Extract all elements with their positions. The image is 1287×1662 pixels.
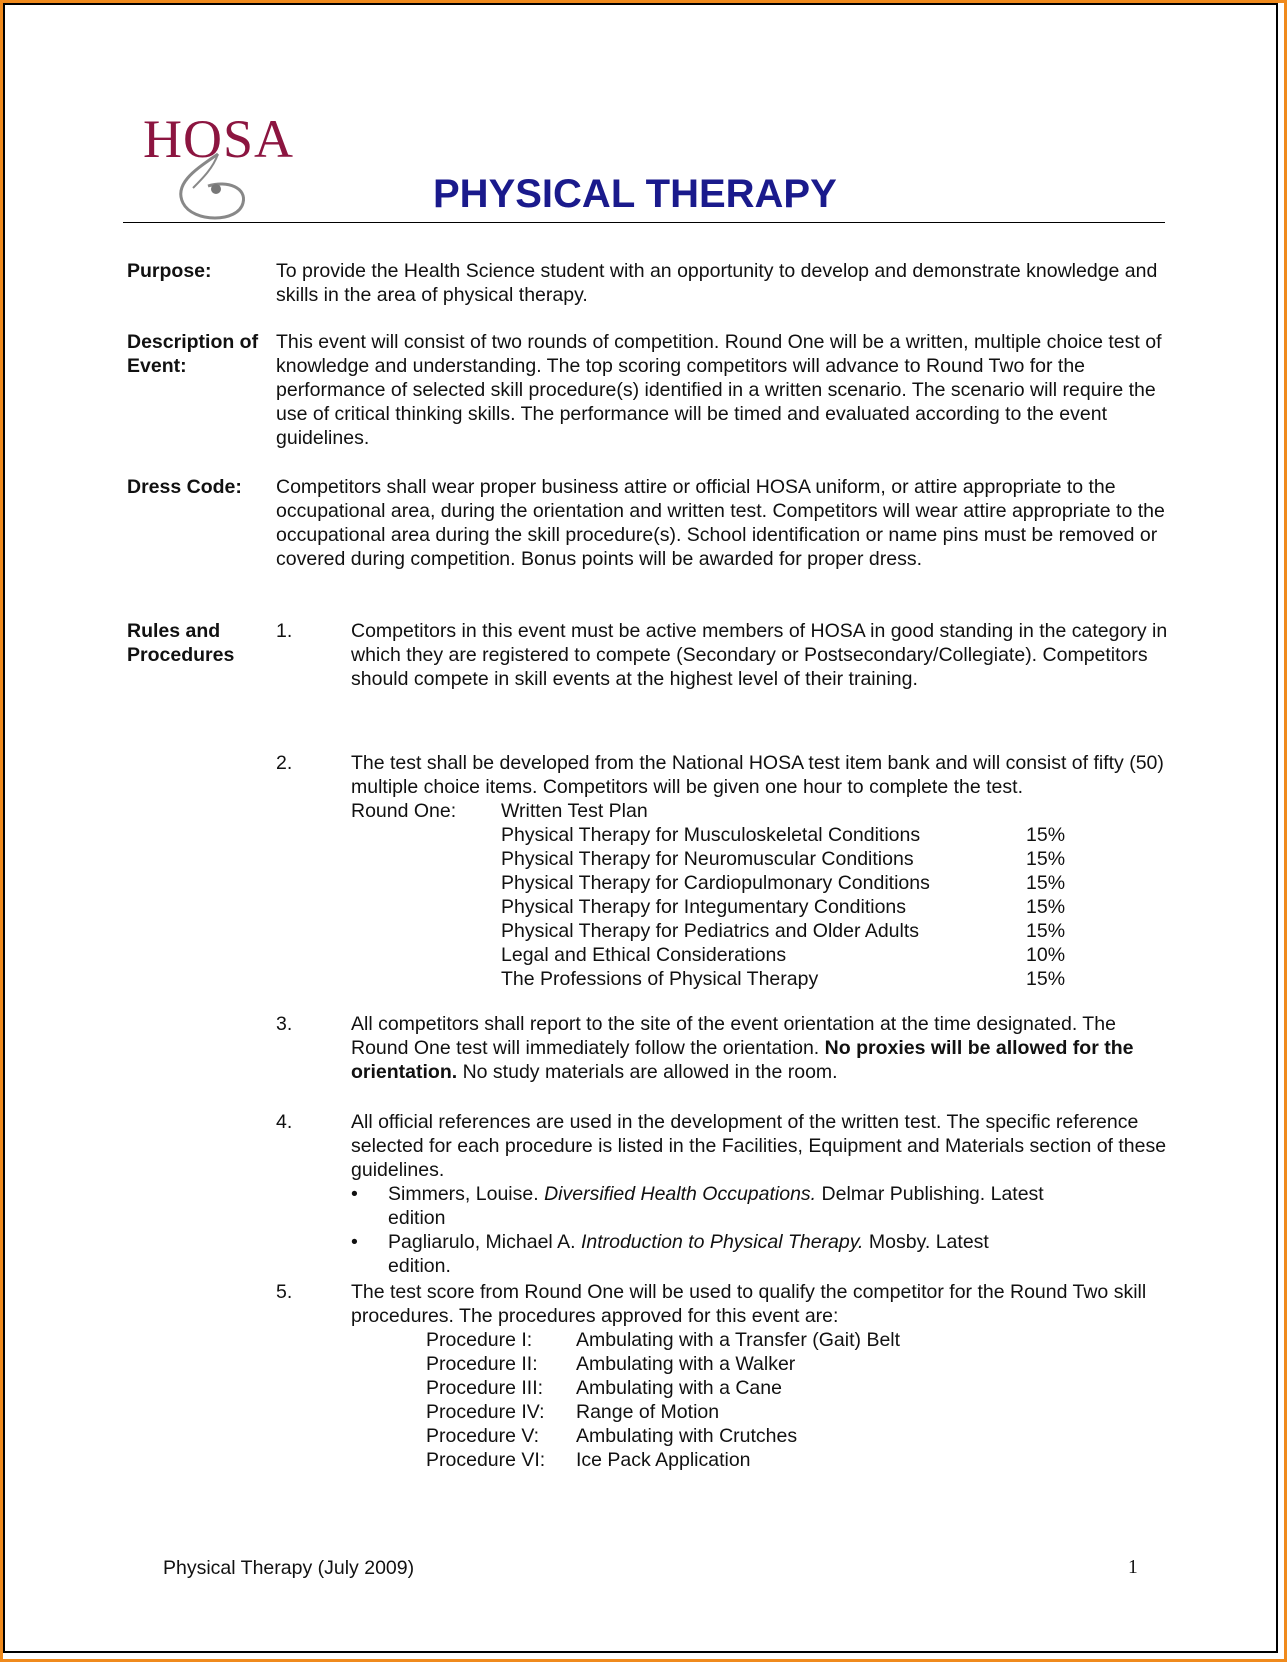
procedure-row (351, 1448, 1171, 1472)
procedure-name: Ice Pack Application (576, 1449, 751, 1471)
topic-percent: 15% (1026, 824, 1066, 846)
dress-code-label: Dress Code: (127, 476, 242, 498)
item-number: 3. (276, 1013, 293, 1035)
topic-percent: 15% (1026, 968, 1066, 990)
rule-item-3-text: All competitors shall report to the site of the event orientation at the time designated. The Round One test will immediately follow the orientation. (351, 1013, 1116, 1059)
hosa-logo (143, 108, 313, 223)
ref-title: Diversified Health Occupations. (544, 1183, 817, 1205)
rule-item-1: Competitors in this event must be active members of HOSA in good standing in the category in which they are registered to compete (Secondary or Postsecondary/Collegiate). Competitors should compete in skill events at the highest level of their training. (351, 620, 1168, 690)
procedure-label: Procedure II: (426, 1353, 538, 1375)
rule-item-2-text: The test shall be developed from the National HOSA test item bank and will consist of fifty (50) multiple choice items. Competitors will be given one hour to complete the test. (351, 752, 1164, 798)
reference-item (351, 1182, 1048, 1230)
purpose-label: Purpose: (127, 260, 212, 282)
procedure-label: Procedure VI: (426, 1449, 546, 1471)
rule-item-3-bold: No proxies will be allowed for the orientation. (351, 1037, 1134, 1083)
logo-text: HOSA (143, 109, 295, 169)
procedure-label: Procedure IV: (426, 1401, 545, 1423)
topic-name: Legal and Ethical Considerations (501, 944, 787, 966)
description-label: Description of Event: (127, 331, 259, 377)
procedure-name: Ambulating with a Walker (576, 1353, 796, 1375)
round-label: Round One: (351, 800, 457, 822)
procedure-name: Ambulating with a Cane (576, 1377, 782, 1399)
topic-name: Physical Therapy for Pediatrics and Older Adults (501, 920, 920, 942)
description-text: This event will consist of two rounds of competition. Round One will be a written, multiple choice test of knowledge and understanding. The top scoring competitors will advance to Round Two for the performance of selected skill procedure(s) identified in a written scenario. The scenario will require the use of critical thinking skills. The performance will be timed and evaluated according to the event guidelines. (276, 331, 1162, 449)
procedure-row (351, 1424, 1171, 1448)
ref-author: Pagliarulo, Michael A. (388, 1231, 581, 1253)
topic-percent: 15% (1026, 848, 1066, 870)
rule-item-5-text: The test score from Round One will be used to qualify the competitor for the Round Two skill procedures. The procedures approved for this event are: (351, 1281, 1147, 1327)
procedure-name: Ambulating with a Transfer (Gait) Belt (576, 1329, 901, 1351)
procedure-label: Procedure V: (426, 1425, 540, 1447)
topic-percent: 15% (1026, 920, 1066, 942)
test-plan-title: Written Test Plan (501, 800, 648, 822)
procedure-row (351, 1328, 1171, 1352)
bullet-icon: • (351, 1183, 358, 1205)
test-plan-row (351, 895, 1171, 919)
procedure-name: Ambulating with Crutches (576, 1425, 798, 1447)
page-title: PHYSICAL THERAPY (433, 172, 837, 216)
item-number: 1. (276, 620, 293, 642)
header-rule (123, 222, 1165, 223)
topic-name: The Professions of Physical Therapy (501, 968, 819, 990)
procedure-row (351, 1376, 1171, 1400)
test-plan-row (351, 847, 1171, 871)
test-plan-row (351, 823, 1171, 847)
ref-publisher: Mosby. Latest edition. (388, 1231, 989, 1277)
topic-name: Physical Therapy for Integumentary Conditions (501, 896, 907, 918)
topic-name: Physical Therapy for Neuromuscular Conditions (501, 848, 914, 870)
test-plan-row (351, 967, 1171, 991)
test-plan-row (351, 871, 1171, 895)
rule-item-3-text-end: No study materials are allowed in the room. (457, 1061, 838, 1083)
topic-percent: 10% (1026, 944, 1066, 966)
footer-text: Physical Therapy (July 2009) (163, 1557, 415, 1579)
bullet-icon: • (351, 1231, 358, 1253)
procedure-name: Range of Motion (576, 1401, 720, 1423)
procedure-label: Procedure I: (426, 1329, 533, 1351)
topic-percent: 15% (1026, 872, 1066, 894)
ref-publisher: Delmar Publishing. Latest edition (388, 1183, 1044, 1229)
page-number: 1 (1128, 1557, 1138, 1578)
purpose-text: To provide the Health Science student with an opportunity to develop and demonstrate knowledge and skills in the area of physical therapy. (276, 260, 1158, 306)
rule-item-4-text: All official references are used in the development of the written test. The specific reference selected for each procedure is listed in the Facilities, Equipment and Materials section of these guidelines. (351, 1111, 1167, 1181)
ref-title: Introduction to Physical Therapy. (580, 1231, 864, 1253)
topic-percent: 15% (1026, 896, 1066, 918)
item-number: 4. (276, 1111, 293, 1133)
topic-name: Physical Therapy for Cardiopulmonary Conditions (501, 872, 930, 894)
item-number: 2. (276, 752, 293, 774)
procedure-label: Procedure III: (426, 1377, 544, 1399)
procedure-row (351, 1400, 1171, 1424)
ref-author: Simmers, Louise. (388, 1183, 545, 1205)
dress-code-text: Competitors shall wear proper business attire or official HOSA uniform, or attire appropriate to the occupational area, during the orientation and written test. Competitors will wear attire appropriate to the occupational area during the skill procedure(s). School identification or name pins must be removed or covered during competition. Bonus points will be awarded for proper dress. (276, 476, 1165, 570)
procedure-row (351, 1352, 1171, 1376)
test-plan-row (351, 919, 1171, 943)
item-number: 5. (276, 1281, 293, 1303)
rules-label: Rules and Procedures (127, 620, 235, 666)
test-plan-row (351, 943, 1171, 967)
stethoscope-icon (143, 108, 313, 223)
reference-item (351, 1230, 1048, 1278)
topic-name: Physical Therapy for Musculoskeletal Conditions (501, 824, 921, 846)
